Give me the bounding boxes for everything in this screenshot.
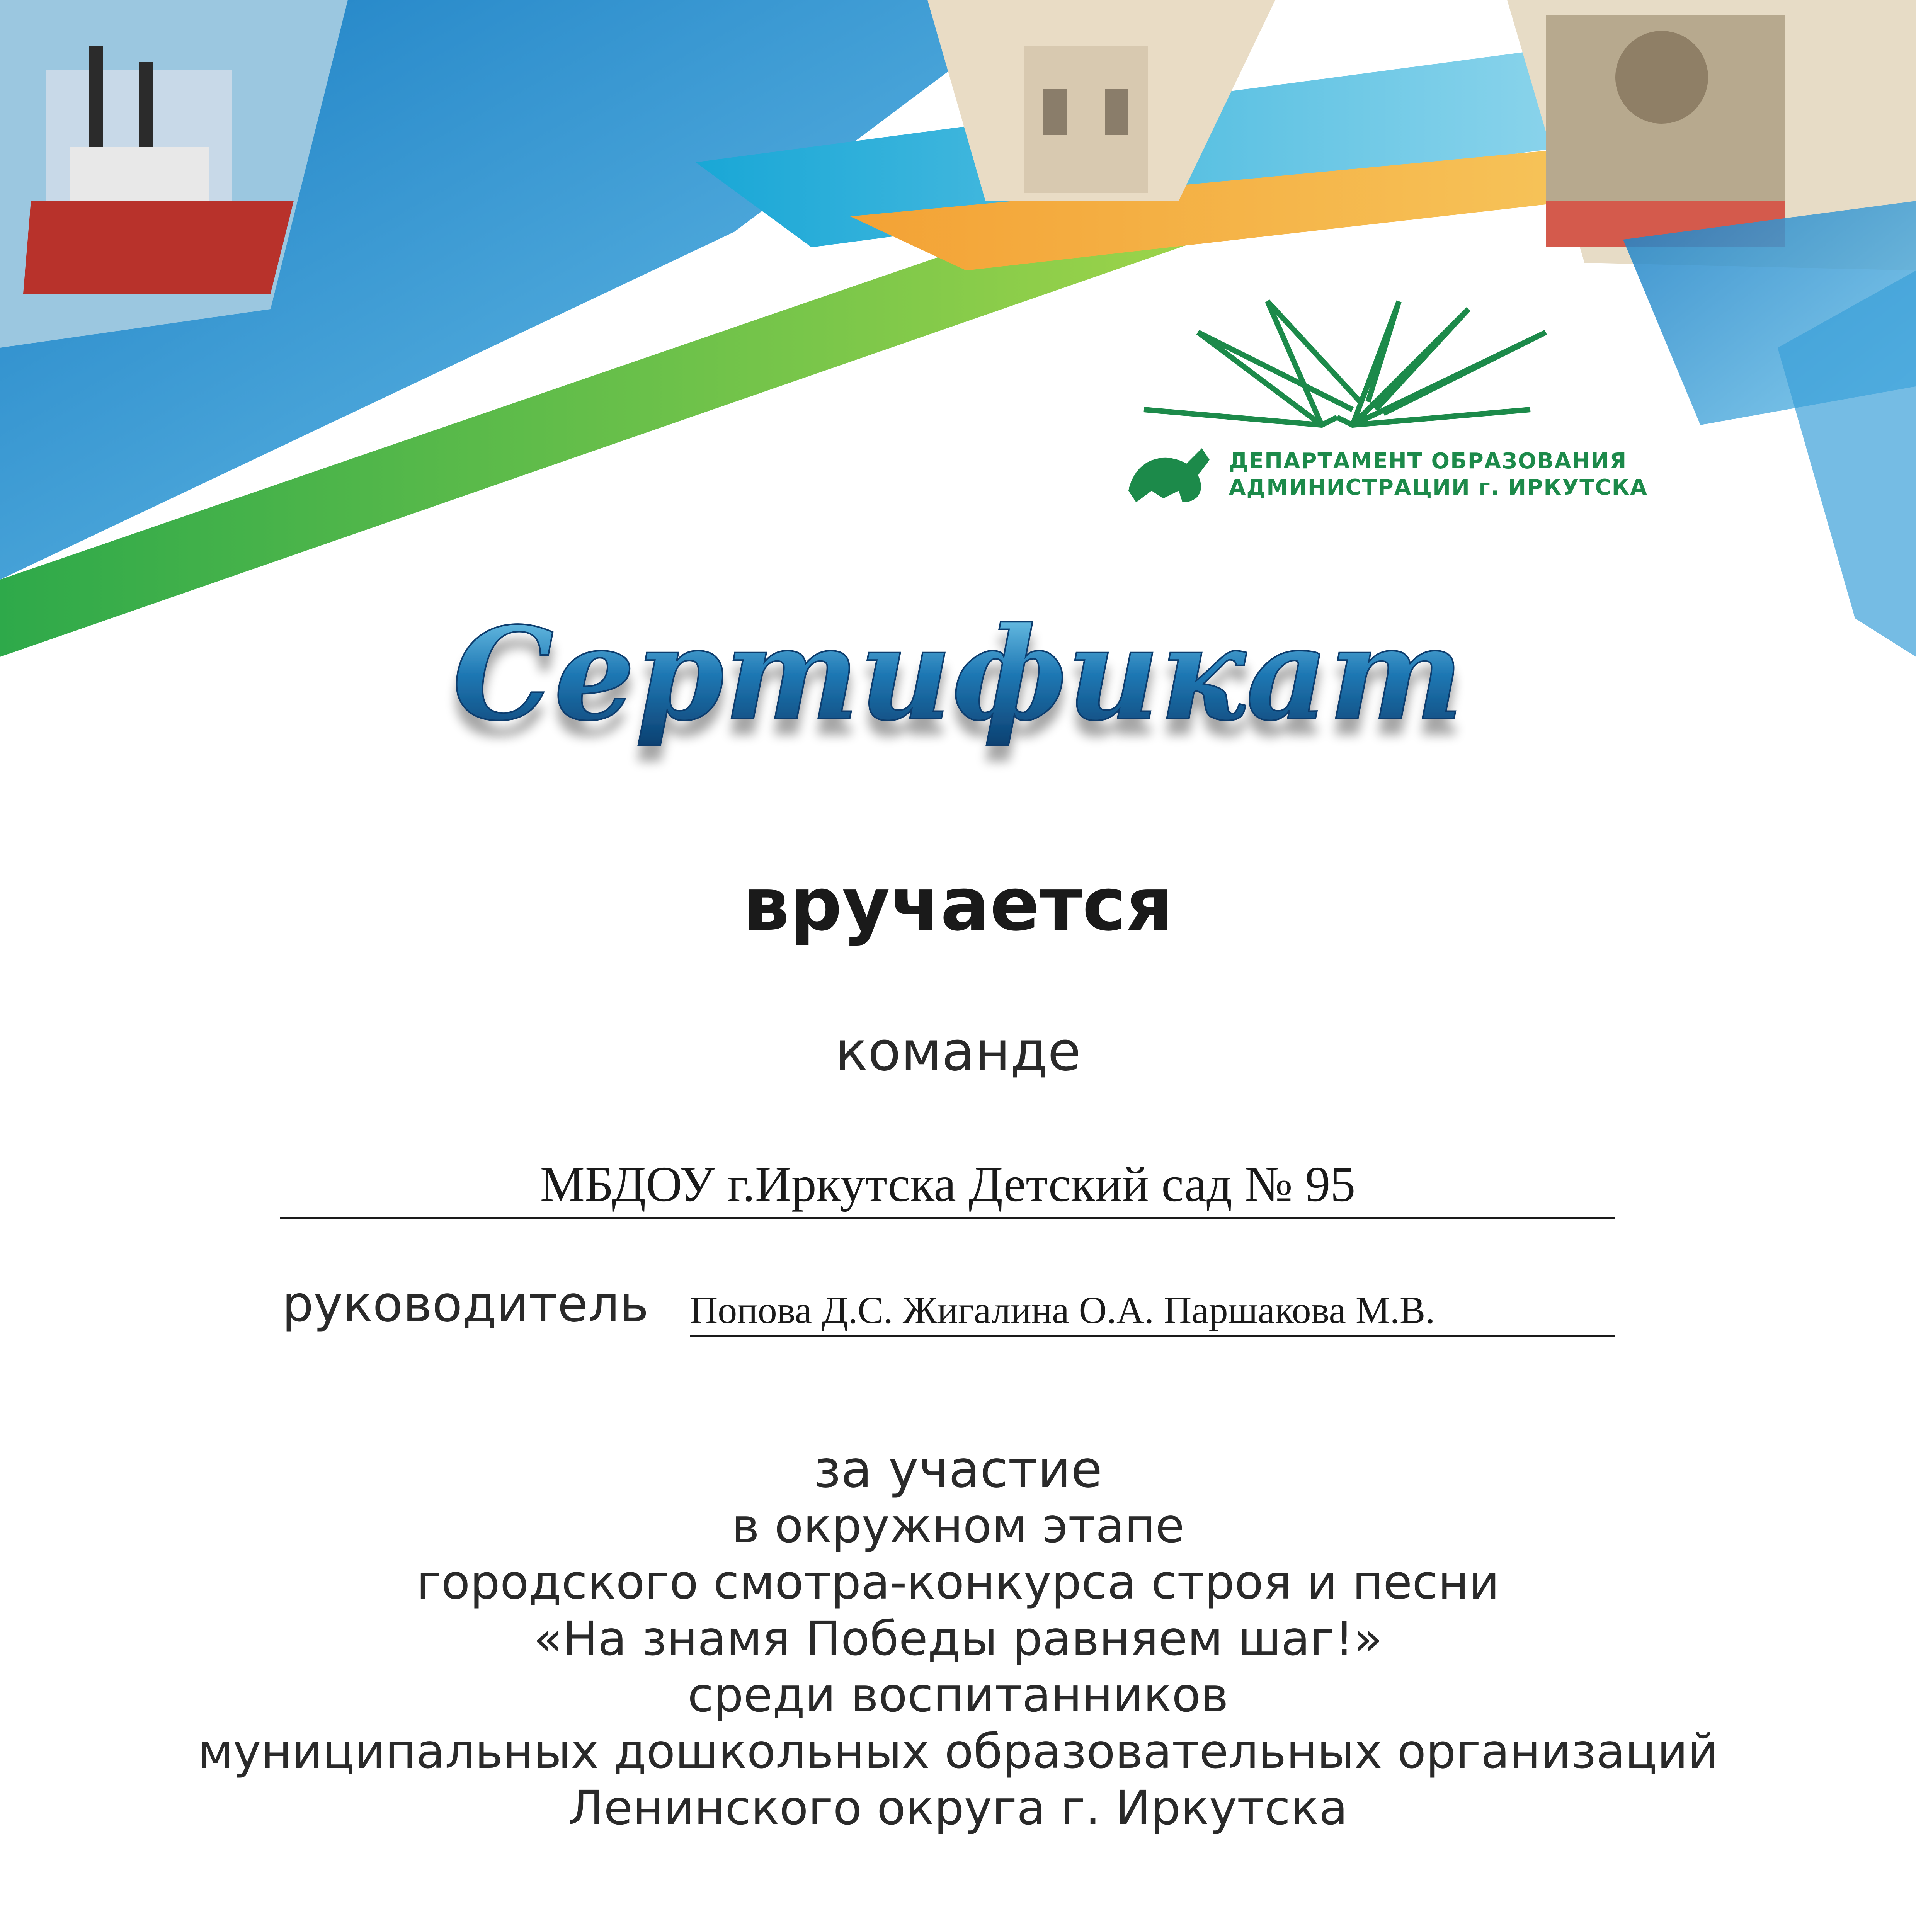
reason-line-3: городского смотра-конкурса строя и песни xyxy=(416,1555,1500,1610)
leaders-names: Попова Д.С. Жигалина О.А. Паршакова М.В. xyxy=(690,1288,1615,1337)
reason-line-2: в окружном этапе xyxy=(732,1498,1184,1553)
top-decorative-band xyxy=(0,0,1916,657)
reason-line-1: за участие xyxy=(813,1440,1103,1499)
logo-line-1: ДЕПАРТАМЕНТ ОБРАЗОВАНИЯ xyxy=(1229,449,1627,474)
open-book-icon xyxy=(1121,286,1623,448)
education-department-logo xyxy=(1121,286,1648,518)
awarded-heading: вручается xyxy=(743,862,1173,947)
reason-line-6: муниципальных дошкольных образовательных организаций xyxy=(197,1724,1719,1779)
participation-text xyxy=(0,1441,1916,1836)
recipient-type: команде xyxy=(835,1020,1081,1083)
certificate-title xyxy=(0,603,1916,773)
leaders-label: руководитель xyxy=(282,1276,649,1333)
team-name: МБДОУ г.Иркутска Детский сад № 95 xyxy=(540,1156,1356,1212)
reason-line-7: Ленинского округа г. Иркутска xyxy=(568,1781,1348,1835)
reason-line-5: среди воспитанников xyxy=(687,1668,1229,1723)
logo-line-2: АДМИНИСТРАЦИИ г. ИРКУТСКА xyxy=(1229,475,1648,500)
leaders-row xyxy=(282,1275,1615,1341)
logo-text xyxy=(1229,448,1648,501)
reason-line-4: «На знамя Победы равняем шаг!» xyxy=(533,1611,1383,1666)
team-name-line xyxy=(280,1155,1615,1219)
babr-emblem-icon xyxy=(1121,433,1221,510)
title-text: Сертификат xyxy=(452,603,1464,749)
